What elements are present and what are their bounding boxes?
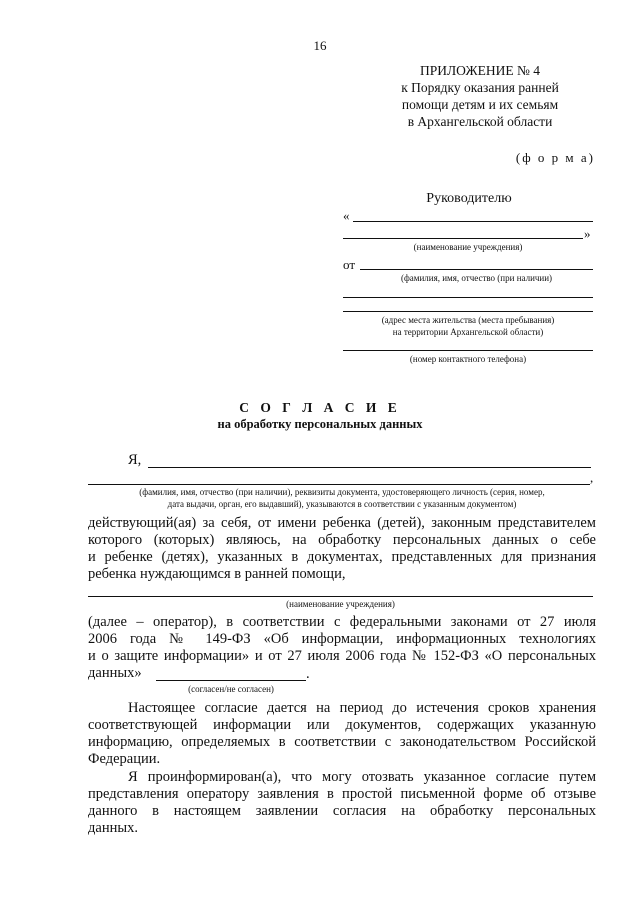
- appendix-header: [380, 62, 580, 130]
- institution-caption: (наименование учреждения): [413, 242, 523, 252]
- appendix-title: ПРИЛОЖЕНИЕ № 4: [419, 63, 541, 78]
- addressee-heading: Руководителю: [426, 191, 512, 206]
- paragraph-2-line-2: 2006 года № 149-ФЗ «Об информации, информационных технологиях: [88, 631, 596, 647]
- institution-caption-2: (наименование учреждения): [286, 599, 395, 609]
- phone-caption: (номер контактного телефона): [409, 354, 527, 364]
- address-line-2: [343, 311, 593, 312]
- paragraph-1-line-3: и ребенке (детях), указанных в документах, представленных для признания: [88, 549, 596, 565]
- from-label: от: [343, 257, 356, 272]
- fio-caption: (фамилия, имя, отчество (при наличии): [400, 273, 553, 283]
- paragraph-4: [88, 769, 596, 837]
- document-title: С О Г Л А С И Е: [239, 400, 401, 415]
- document-subtitle: на обработку персональных данных: [217, 417, 423, 431]
- paragraph-4-line-3: данного в настоящем заявлении согласия на обработку персональных: [88, 803, 596, 819]
- consent-line: [156, 680, 306, 681]
- page-number: 16: [313, 38, 327, 53]
- document-caption-2: дата выдачи, орган, его выдавший), указываются в соответствии с указанным документом): [167, 499, 517, 509]
- open-quote: «: [343, 208, 350, 223]
- paragraph-3-line-2: соответствующей информации или документов, содержащих указанную: [88, 717, 596, 733]
- appendix-line-2: к Порядку оказания ранней: [401, 80, 559, 95]
- institution-name-line-2: [343, 238, 583, 239]
- paragraph-2-line-3: и о защите информации» и от 27 июля 2006 года № 152-ФЗ «О персональных: [88, 648, 596, 664]
- fullname-line: [148, 467, 591, 468]
- document-line: [88, 484, 590, 485]
- document-caption-1: (фамилия, имя, отчество (при наличии), реквизиты документа, удостоверяющего личность (серия, номер,: [139, 487, 545, 497]
- comma: ,: [590, 470, 594, 485]
- consent-caption: (согласен/не согласен): [188, 684, 274, 694]
- paragraph-2: [88, 614, 596, 682]
- institution-name-line-3: [88, 596, 593, 597]
- phone-line: [343, 350, 593, 351]
- paragraph-1-line-1: действующий(ая) за себя, от имени ребенка (детей), законным представителем: [88, 515, 596, 531]
- paragraph-4-line-1: Я проинформирован(а), что могу отозвать указанное согласие путем: [128, 769, 596, 785]
- paragraph-4-line-4: данных.: [88, 820, 138, 836]
- paragraph-3-line-1: Настоящее согласие дается на период до истечения сроков хранения: [128, 700, 596, 716]
- paragraph-1: [88, 515, 596, 583]
- address-caption-2: на территории Архангельской области): [392, 327, 544, 337]
- paragraph-2-line-1: (далее – оператор), в соответствии с федеральными законами от 27 июля: [88, 614, 596, 630]
- paragraph-1-line-2: которого (которых) являюсь, на обработку персональных данных о себе: [88, 532, 596, 548]
- period: .: [306, 666, 310, 682]
- paragraph-2-line-4: данных»: [88, 665, 142, 681]
- form-label: (ф о р м а): [515, 150, 595, 165]
- institution-name-line-1: [353, 221, 593, 222]
- paragraph-3-line-3: информацию, определяемых в соответствии с законодательством Российской: [88, 734, 596, 750]
- address-line-1: [343, 297, 593, 298]
- i-label: Я,: [128, 452, 142, 468]
- appendix-line-4: в Архангельской области: [407, 114, 553, 129]
- paragraph-3-line-4: Федерации.: [88, 751, 161, 767]
- address-caption-1: (адрес места жительства (места пребывания): [381, 315, 555, 325]
- paragraph-1-line-4: ребенка нуждающимся в ранней помощи,: [88, 566, 346, 582]
- appendix-line-3: помощи детям и их семьям: [401, 97, 559, 112]
- fio-line: [360, 269, 593, 270]
- paragraph-3: [88, 700, 596, 768]
- close-quote: »: [584, 226, 591, 241]
- paragraph-4-line-2: представления оператору заявления в простой письменной форме об отзыве: [88, 786, 596, 802]
